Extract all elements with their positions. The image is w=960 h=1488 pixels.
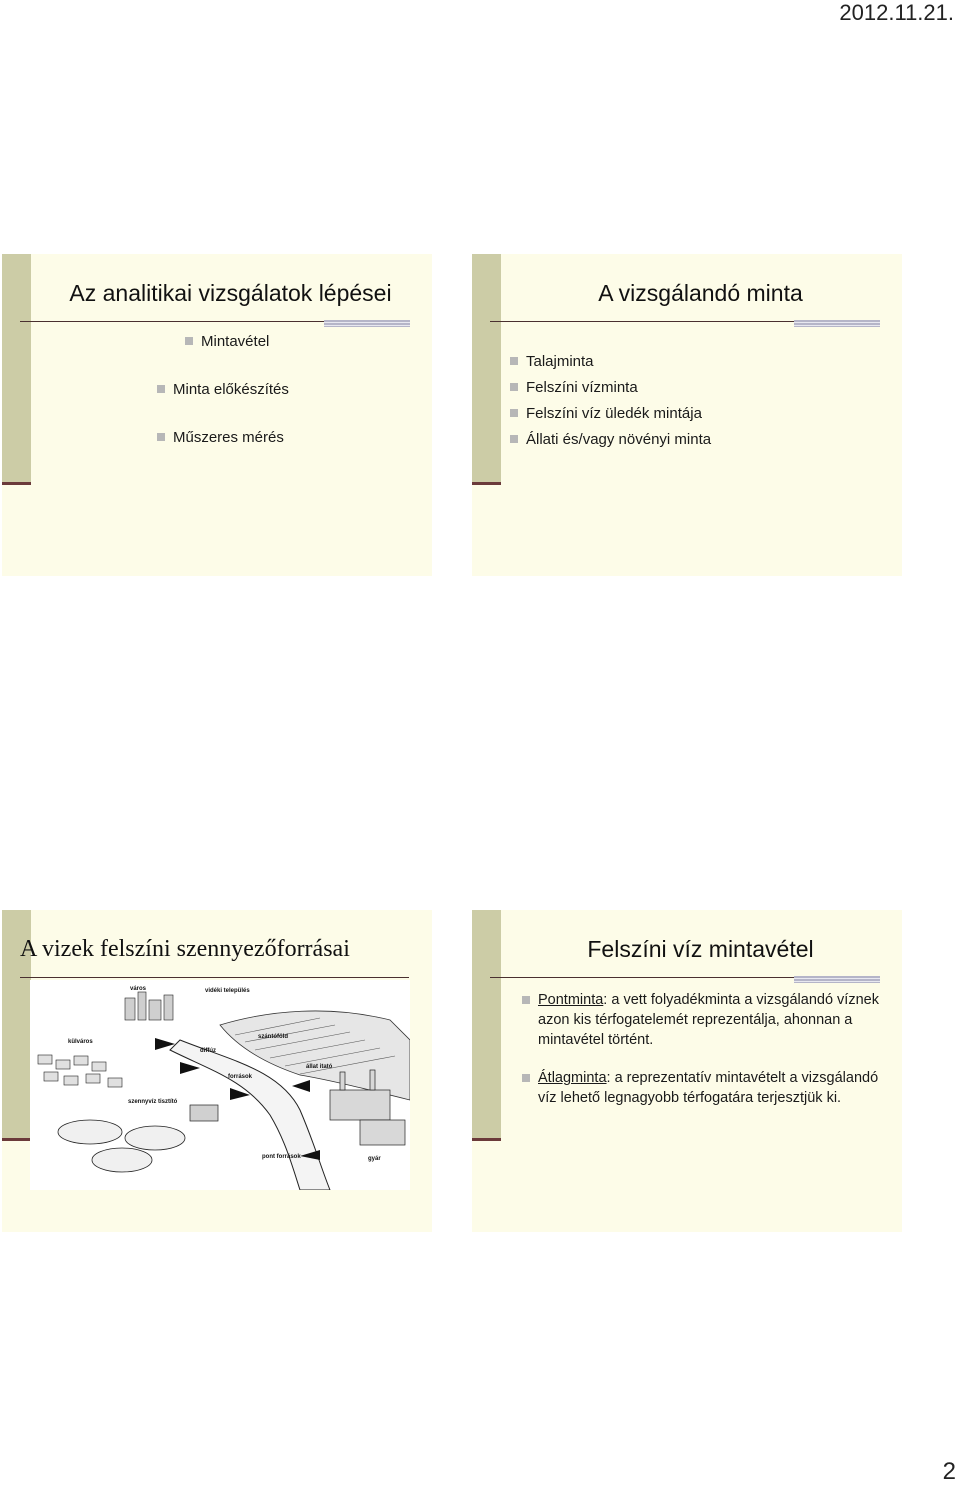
title-rule-accent bbox=[794, 976, 880, 983]
square-bullet-icon bbox=[522, 1074, 530, 1082]
slide-side-bar-foot bbox=[2, 482, 31, 485]
square-bullet-icon bbox=[510, 357, 518, 365]
title-rule-accent bbox=[794, 320, 880, 327]
square-bullet-icon bbox=[185, 337, 193, 345]
label-point: pont források bbox=[262, 1154, 301, 1160]
slide-3 bbox=[2, 910, 432, 1232]
slide-title: Az analitikai vizsgálatok lépései bbox=[69, 280, 392, 306]
illustration-svg bbox=[30, 980, 410, 1190]
treatment-tanks bbox=[58, 1120, 185, 1172]
square-bullet-icon bbox=[157, 433, 165, 441]
city-buildings bbox=[125, 992, 173, 1020]
list-item: Átlagminta: a reprezentatív mintavételt a vizsgálandó víz lehető legnagyobb térfogatára terjesztjük ki. bbox=[522, 1068, 882, 1108]
slide-1 bbox=[2, 254, 432, 576]
label-arable: szántóföld bbox=[258, 1034, 288, 1040]
slide-title: A vizsgálandó minta bbox=[598, 280, 803, 306]
label-factory: gyár bbox=[368, 1156, 381, 1162]
label-village: vidéki település bbox=[205, 988, 250, 994]
label-animal: állat itató bbox=[306, 1064, 333, 1070]
slide-side-bar bbox=[2, 254, 31, 482]
bullet-list bbox=[522, 990, 882, 1126]
slide-side-bar bbox=[472, 254, 501, 482]
square-bullet-icon bbox=[157, 385, 165, 393]
list-item: Felszíni víz üledék mintája bbox=[510, 404, 711, 430]
list-item: Talajminta bbox=[510, 352, 711, 378]
suburb-houses bbox=[38, 1055, 122, 1087]
slide-title: A vizek felszíni szennyezőforrásai bbox=[20, 936, 350, 962]
list-item: Állati és/vagy növényi minta bbox=[510, 430, 711, 456]
list-item: Felszíni vízminta bbox=[510, 378, 711, 404]
document-date: 2012.11.21. bbox=[839, 0, 954, 25]
slide-side-bar-foot bbox=[472, 1138, 501, 1141]
square-bullet-icon bbox=[510, 383, 518, 391]
square-bullet-icon bbox=[510, 409, 518, 417]
slide-2 bbox=[472, 254, 902, 576]
slide-4 bbox=[472, 910, 902, 1232]
list-item: Minta előkészítés bbox=[157, 380, 289, 428]
bullet-list bbox=[157, 332, 289, 476]
label-city: város bbox=[130, 986, 147, 992]
list-item: Pontminta: a vett folyadékminta a vizsgálandó víznek azon kis térfogatelemét reprezentálja, ahonnan a mintavétel történt. bbox=[522, 990, 882, 1050]
slide-title: Felszíni víz mintavétel bbox=[587, 936, 814, 962]
pollution-sources-illustration bbox=[30, 980, 410, 1190]
page-number: 2 bbox=[942, 1458, 956, 1485]
title-rule-accent bbox=[324, 320, 410, 327]
slide-side-bar-foot bbox=[2, 1138, 31, 1141]
label-suburb: külváros bbox=[68, 1039, 93, 1045]
slide-side-bar-foot bbox=[472, 482, 501, 485]
barn-building bbox=[190, 1105, 218, 1121]
bullet-list bbox=[510, 352, 711, 456]
square-bullet-icon bbox=[510, 435, 518, 443]
label-wastewater: szennyvíz tisztító bbox=[128, 1099, 178, 1105]
list-item: Mintavétel bbox=[157, 332, 289, 380]
title-rule bbox=[20, 977, 409, 978]
label-sources: források bbox=[228, 1074, 253, 1080]
list-item: Műszeres mérés bbox=[157, 428, 289, 476]
label-diffuse: diffúz bbox=[200, 1048, 216, 1054]
square-bullet-icon bbox=[522, 996, 530, 1004]
slide-side-bar bbox=[472, 910, 501, 1138]
